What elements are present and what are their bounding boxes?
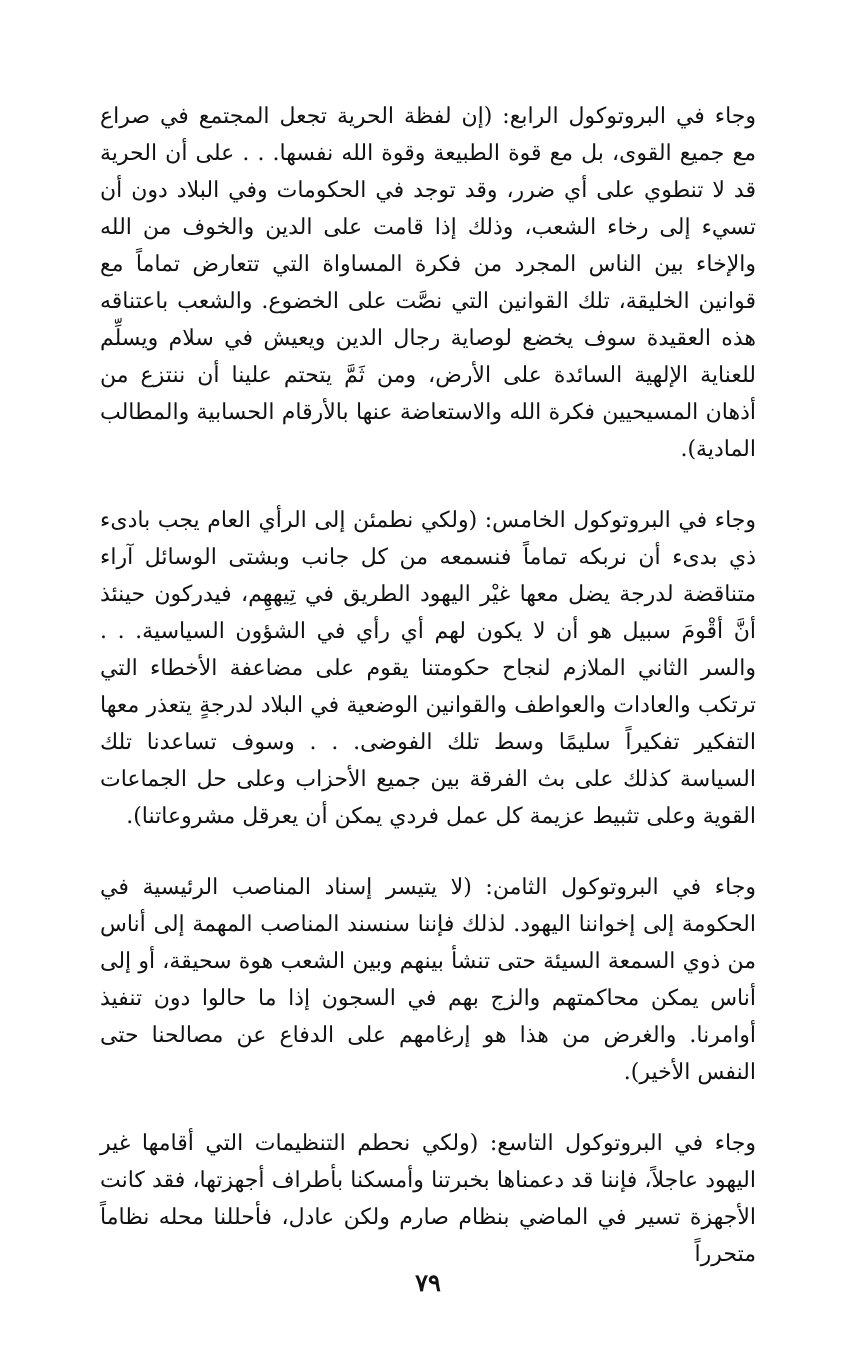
paragraph-protocol-four: وجاء في البروتوكول الرابع: (إن لفظة الحرية تجعل المجتمع في صراع مع جميع القوى، بل مع قوة الطبيعة وقوة الله نفسها. . . على أن الحرية قد لا تنطوي على أي ضرر، وقد توجد في الحكومات وفي البلاد دون أن تسيء إلى رخاء الشعب، وذلك إذا قامت على الدين والخوف من الله والإخاء بين الناس المجرد من فكرة المساواة التي تتعارض تماماً مع قوانين الخليقة، تلك القوانين التي نصَّت على الخضوع. والشعب باعتناقه هذه العقيدة سوف يخضع لوصاية رجال الدين ويعيش في سلام ويسلِّم للعناية الإلهية السائدة على الأرض، ومن ثَمَّ يتحتم علينا أن ننتزع من أذهان المسيحيين فكرة الله والاستعاضة عنها بالأرقام الحسابية والمطالب المادية).: [100, 104, 756, 462]
paragraph-protocol-eight: وجاء في البروتوكول الثامن: (لا يتيسر إسناد المناصب الرئيسية في الحكومة إلى إخواننا اليهود. لذلك فإننا سنسند المناصب المهمة إلى أناس من ذوي السمعة السيئة حتى تنشأ بينهم وبين الشعب هوة سحيقة، أو إلى أناس يمكن محاكمتهم والزج بهم في السجون إذا ما حالوا دون تنفيذ أوامرنا. والغرض من هذا هو إرغامهم على الدفاع عن مصالحنا حتى النفس الأخير).: [100, 875, 756, 1085]
paragraph-protocol-nine: وجاء في البروتوكول التاسع: (ولكي نحطم التنظيمات التي أقامها غير اليهود عاجلاً، فإننا قد دعمناها بخبرتنا وأمسكنا بأطراف أجهزتها، فقد كانت الأجهزة تسير في الماضي بنظام صارم ولكن عادل، فأحللنا محله نظاماً متحرراً: [100, 1131, 756, 1267]
paragraph-protocol-five: وجاء في البروتوكول الخامس: (ولكي نطمئن إلى الرأي العام يجب بادىء ذي بدىء أن نربكه تماماً فنسمعه من كل جانب وبشتى الوسائل آراء متناقضة لدرجة يضل معها غيْر اليهود الطريق في تِيههِم، فيدركون حينئذ أنَّ أقْومَ سبيل هو أن لا يكون لهم أي رأي في الشؤون السياسية. . . والسر الثاني الملازم لنجاح حكومتنا يقوم على مضاعفة الأخطاء التي ترتكب والعادات والعواطف والقوانين الوضعية في البلاد لدرجةٍ يتعذر معها التفكير تفكيراً سليمًا وسط تلك الفوضى. . . وسوف تساعدنا تلك السياسة كذلك على بث الفرقة بين جميع الأحزاب وعلى حل الجماعات القوية وعلى تثبيط عزيمة كل عمل فردي يمكن أن يعرقل مشروعاتنا).: [100, 508, 756, 829]
page-number: ٧٩: [415, 1268, 441, 1297]
